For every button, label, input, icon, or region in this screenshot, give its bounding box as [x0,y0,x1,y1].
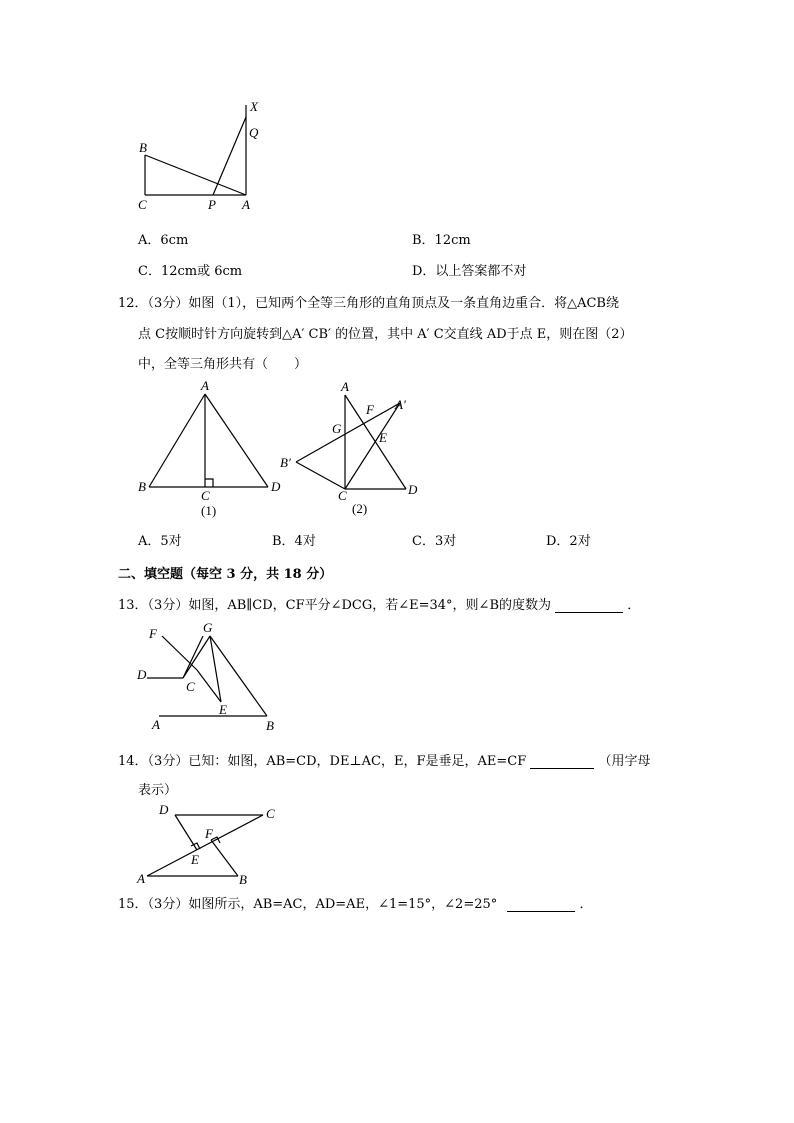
q12-option-d: D．2对 [546,534,591,549]
fig1-label-A: A [201,378,209,393]
label-A: A [242,197,250,212]
q12-option-b: B．4对 [272,534,316,549]
q14-label-D: D [159,802,169,817]
fig2-label-B-prime: B′ [280,455,291,470]
q14-text: 14．（3分）已知：如图，AB=CD，DE⊥AC，E，F是垂足，AE=CF [118,754,527,769]
fig2-label-F: F [366,402,374,417]
q11-option-d: D．以上答案都不对 [412,264,527,279]
q13-answer-blank[interactable] [555,598,623,613]
q14-figure [135,800,285,890]
q13-label-G: G [203,620,213,635]
q13-label-C: C [186,679,195,694]
label-Q: Q [249,125,259,140]
q11-option-a: A．6cm [138,233,189,248]
q15-question [118,893,593,912]
q14-label-E: E [191,852,199,867]
q15-answer-blank[interactable] [507,897,575,912]
q13-label-D: D [137,667,147,682]
q12-figure-2 [278,378,428,518]
q15-end: ． [579,897,593,912]
fig2-label-G: G [332,421,342,436]
q11-option-c: C．12cm或 6cm [138,264,243,279]
q13-text: 13．（3分）如图，AB∥CD，CF平分∠DCG，若∠E=34°，则∠B的度数为 [118,598,552,613]
q15-text: 15．（3分）如图所示，AB=AC，AD=AE，∠1=15°，∠2=25° [118,897,498,912]
fig2-label-E: E [379,430,387,445]
q12-option-c: C．3对 [412,534,457,549]
q14-line2: 表示） [138,783,178,798]
label-C: C [138,197,147,212]
fig2-caption: (2) [352,501,368,516]
q14-label-F: F [205,826,213,841]
q12-line2: 点 C按顺时针方向旋转到△A′ CB′ 的位置，其中 A′ C交直线 AD于点 E，则在图（2） [138,327,633,342]
q13-label-B: B [266,718,274,733]
q14-label-C: C [266,806,275,821]
q12-option-a: A．5对 [138,534,182,549]
q13-label-F: F [149,626,157,641]
section-title: 二、填空题（每空 3 分，共 18 分） [118,567,333,582]
fig1-label-D: D [271,479,281,494]
q13-label-A: A [152,717,160,732]
fig1-caption: (1) [201,503,217,518]
fig2-label-A-prime: A′ [395,397,406,412]
q13-figure [135,618,285,736]
label-P: P [208,197,216,212]
fig2-label-D: D [408,482,418,497]
label-B: B [139,140,147,155]
fig2-label-A: A [341,379,349,394]
q14-end: （用字母 [598,754,651,769]
q13-end: ． [627,598,641,613]
fig1-label-B: B [138,479,146,494]
q12-line3: 中，全等三角形共有（ ） [138,357,308,372]
q11-figure [130,95,270,220]
q14-question [118,750,651,769]
q12-line1: 12．（3分）如图（1），已知两个全等三角形的直角顶点及一条直角边重合．将△ACB绕 [118,296,619,311]
q13-label-E: E [219,702,227,717]
q14-label-B: B [239,872,247,887]
label-X: X [250,99,258,114]
fig2-label-C: C [338,488,347,503]
fig1-label-C: C [201,488,210,503]
q11-option-b: B．12cm [412,233,471,248]
q14-answer-blank[interactable] [530,754,594,769]
q12-figure-1 [135,378,285,518]
q13-question [118,594,640,613]
q14-label-A: A [137,871,145,886]
